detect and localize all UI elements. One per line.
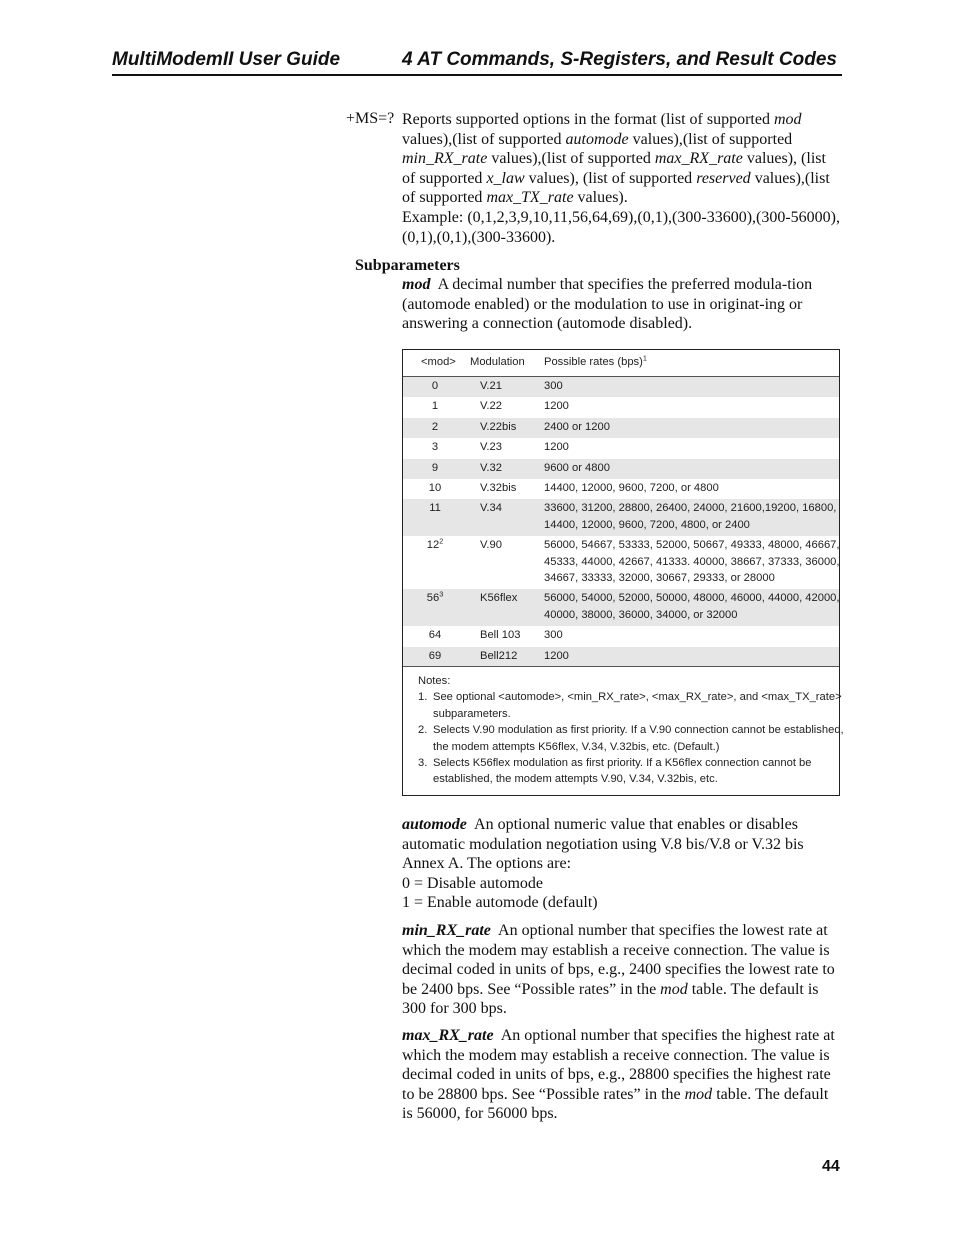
- table-row: [403, 438, 839, 458]
- mod-term: mod: [402, 276, 431, 293]
- automode-description: automode An optional numeric value that enables or disables automatic modulation negotiation using V.8 bis/V.8 or V.32 bis Annex A. The options are: 0 = Disable automode 1 = Enable automode (default): [402, 816, 804, 912]
- header-rule: [112, 74, 842, 76]
- note-text: the modem attempts K56flex, V.34, V.32bis, etc. (Default.): [433, 740, 720, 753]
- table-row: [403, 626, 839, 646]
- cell-rates: 33600, 31200, 28800, 26400, 24000, 21600,19200, 16800, 14400, 12000, 9600, 7200, 4800, or 2400: [544, 502, 837, 531]
- cell-rates: 1200: [544, 441, 569, 454]
- cell-modulation: V.23: [480, 441, 502, 454]
- cell-modulation: V.22bis: [480, 420, 517, 433]
- table-row: [403, 589, 839, 626]
- automode-option-1: 1 = Enable automode (default): [402, 894, 598, 912]
- note-text: subparameters.: [433, 707, 511, 720]
- running-header-title: MultiModemII User Guide: [112, 49, 341, 70]
- note-number: 1.: [418, 691, 428, 704]
- cell-modulation: K56flex: [480, 592, 518, 605]
- cell-rates: 300: [544, 629, 563, 642]
- cell-rates: 14400, 12000, 9600, 7200, or 4800: [544, 482, 719, 494]
- table-row: [403, 499, 839, 536]
- cell-mod: 64: [428, 629, 442, 642]
- cell-rates: 56000, 54667, 53333, 52000, 50667, 49333, 48000, 46667, 45333, 44000, 42667, 41333. 40000, 38667, 37333, 36000, 34667, 33333, 32000, 30667, 29333, or 28000: [544, 539, 840, 584]
- cell-mod: 9: [431, 461, 439, 474]
- note-text: established, the modem attempts V.90, V.34, V.32bis, etc.: [433, 773, 718, 786]
- cell-mod: 10: [428, 482, 442, 494]
- header-modulation: Modulation: [470, 356, 525, 368]
- notes-title: Notes:: [418, 675, 451, 687]
- table-row: [403, 479, 839, 499]
- mod-table: [402, 349, 844, 796]
- cell-mod: 69: [428, 649, 442, 662]
- note-text: See optional <automode>, <min_RX_rate>, <max_RX_rate>, and <max_TX_rate>: [433, 691, 842, 704]
- table-row: [403, 647, 839, 667]
- note-number: 2.: [418, 724, 428, 737]
- table-notes: [403, 666, 844, 786]
- ms-query-description: Reports supported options in the format (list of supported mod values),(list of supported automode values),(list of supported min_RX_rate values),(list of supported max_RX_rate values), (list of supported x_law values), (list of supported reserved values),(list of supported max_TX_rate values). Example: (0,1,2,3,9,10,11,56,64,69),(0,1),(300-33600),(300-56000),(0,1),(0,1),(300-33600).: [402, 111, 840, 246]
- cell-rates: 56000, 54000, 52000, 50000, 48000, 46000, 44000, 42000, 40000, 38000, 36000, 34000, or 32000: [544, 592, 840, 621]
- cell-mod: $12^2$: [426, 536, 444, 552]
- max-rx-rate-term: max_RX_rate: [402, 1027, 494, 1044]
- table-row: [403, 377, 839, 397]
- cell-mod: $56^3$: [426, 589, 444, 605]
- cell-rates: 300: [544, 380, 563, 392]
- cell-modulation: Bell 103: [480, 629, 521, 642]
- automode-option-0: 0 = Disable automode: [402, 874, 543, 892]
- note-text: Selects V.90 modulation as first priority. If a V.90 connection cannot be established,: [433, 724, 844, 737]
- header-rates: Possible rates (bps)$^1$: [544, 353, 647, 368]
- automode-term: automode: [402, 816, 467, 833]
- table-row: [403, 397, 839, 417]
- cell-mod: 11: [429, 502, 441, 515]
- mod-description: mod A decimal number that specifies the preferred modula-tion (automode enabled) or the modulation to use in originat-ing or answering a connection (automode disabled).: [402, 276, 813, 333]
- table-row: [403, 536, 839, 589]
- cell-rates: 1200: [544, 400, 569, 413]
- cell-mod: 3: [431, 441, 439, 454]
- min-rx-rate-term: min_RX_rate: [402, 922, 491, 939]
- cell-rates: 2400 or 1200: [544, 420, 610, 433]
- table-header-row: [403, 350, 839, 377]
- cell-mod: 2: [431, 420, 439, 433]
- header-mod: <mod>: [421, 356, 456, 368]
- page-number: 44: [822, 1158, 840, 1175]
- table-row: [403, 418, 839, 438]
- cell-mod: 0: [431, 380, 439, 392]
- ms-query-example: Example: (0,1,2,3,9,10,11,56,64,69),(0,1),(300-33600),(300-56000),(0,1),(0,1),(300-33600).: [402, 208, 840, 246]
- table-row: [403, 459, 839, 479]
- cell-mod: 1: [431, 400, 439, 413]
- cell-modulation: V.34: [480, 502, 502, 515]
- note-text: Selects K56flex modulation as first priority. If a K56flex connection cannot be: [433, 757, 812, 769]
- cell-modulation: Bell212: [480, 649, 518, 662]
- cell-modulation: V.32: [480, 461, 502, 474]
- note-number: 3.: [418, 757, 428, 769]
- cell-rates: 9600 or 4800: [544, 461, 610, 474]
- cell-modulation: V.21: [480, 380, 502, 392]
- cell-rates: 1200: [544, 649, 569, 662]
- cell-modulation: V.32bis: [480, 482, 517, 494]
- max-rx-rate-description: max_RX_rate An optional number that specifies the highest rate at which the modem may establish a receive connection. The value is decimal coded in units of bps, e.g., 28800 specifies the highest rate to be 28800 bps. See “Possible rates” in the mod table. The default is 56000, for 56000 bps.: [402, 1027, 835, 1123]
- min-rx-rate-description: min_RX_rate An optional number that specifies the lowest rate at which the modem may establish a receive connection. The value is decimal coded in units of bps, e.g., 2400 specifies the lowest rate to be 2400 bps. See “Possible rates” in the mod table. The default is 300 for 300 bps.: [402, 922, 835, 1018]
- running-header-chapter: 4 AT Commands, S-Registers, and Result Codes: [402, 49, 837, 70]
- ms-query-label: +MS=?: [346, 110, 395, 127]
- subparameters-heading: Subparameters: [355, 257, 460, 274]
- cell-modulation: V.90: [480, 539, 502, 552]
- cell-modulation: V.22: [480, 400, 502, 413]
